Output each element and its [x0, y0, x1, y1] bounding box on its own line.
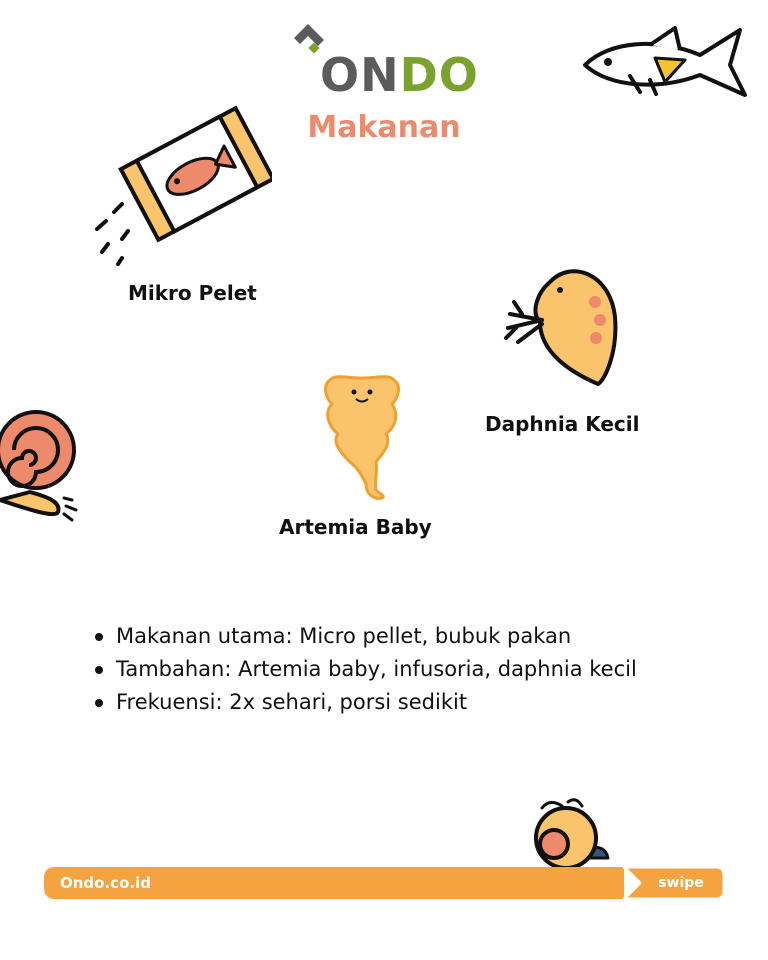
food-label-daphnia-kecil: Daphnia Kecil	[485, 412, 640, 436]
snail-left-icon	[0, 400, 86, 525]
footer-site-link[interactable]: Ondo.co.id	[60, 874, 151, 892]
food-label-mikro-pelet: Mikro Pelet	[128, 281, 257, 305]
daphnia-icon	[500, 262, 630, 390]
list-item: Makanan utama: Micro pellet, bubuk pakan	[92, 620, 637, 653]
facts-list	[92, 620, 637, 719]
food-label-artemia-baby: Artemia Baby	[279, 515, 432, 539]
snail-bottom-icon	[528, 798, 612, 868]
swipe-button[interactable]: swipe	[658, 875, 704, 891]
list-item: Tambahan: Artemia baby, infusoria, daphnia kecil	[92, 653, 637, 686]
fish-food-packet-icon	[92, 104, 272, 269]
page-subtitle: Makanan	[307, 110, 461, 145]
artemia-icon	[316, 372, 408, 504]
list-item: Frekuensi: 2x sehari, porsi sedikit	[92, 686, 637, 719]
brand-logo	[290, 22, 490, 102]
logo-text: ONDO	[320, 48, 479, 102]
fish-illustration-icon	[580, 20, 750, 102]
